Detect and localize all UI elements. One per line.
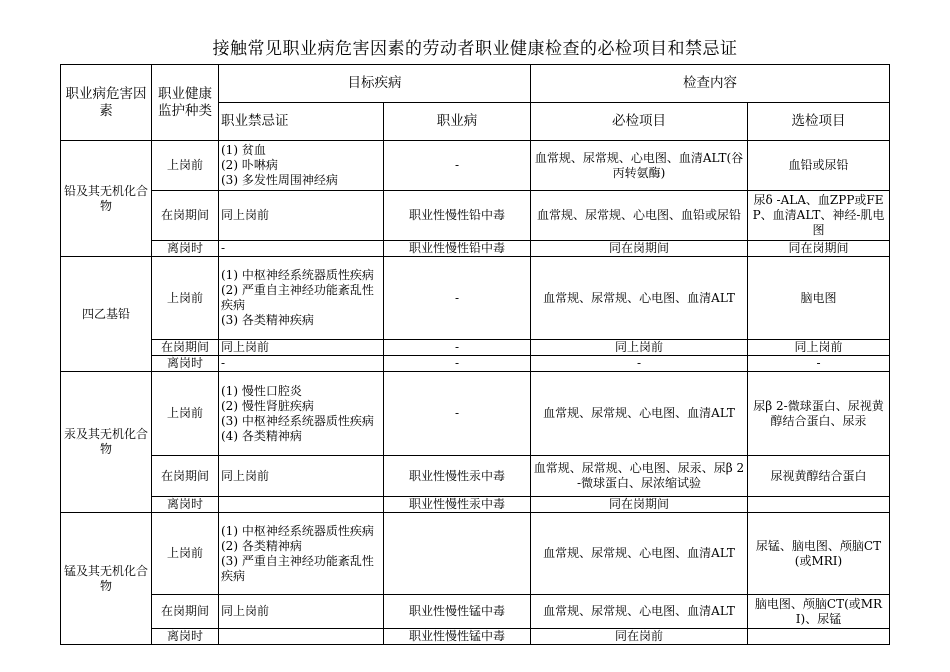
header-exam-content: 检查内容 xyxy=(531,65,890,103)
stage-cell: 上岗前 xyxy=(152,141,219,191)
required-cell: 血常规、尿常规、心电图、血清ALT xyxy=(531,257,748,340)
stage-cell: 离岗时 xyxy=(152,629,219,645)
table-row xyxy=(61,191,890,241)
required-cell: - xyxy=(531,356,748,372)
optional-cell: 尿视黄醇结合蛋白 xyxy=(748,456,890,497)
table-row xyxy=(61,241,890,257)
contraindication-cell: 同上岗前 xyxy=(219,456,384,497)
contraindication-cell xyxy=(219,629,384,645)
optional-cell: 尿β 2-微球蛋白、尿视黄醇结合蛋白、尿汞 xyxy=(748,372,890,456)
table-row xyxy=(61,629,890,645)
contraindication-cell xyxy=(219,513,384,595)
contraindication-line: (3) 中枢神经系统器质性疾病 xyxy=(221,413,374,428)
header-factor: 职业病危害因素 xyxy=(61,65,152,141)
disease-cell: - xyxy=(384,340,531,356)
disease-cell: - xyxy=(384,257,531,340)
disease-cell: 职业性慢性铅中毒 xyxy=(384,191,531,241)
required-cell: 血常规、尿常规、心电图、血清ALT xyxy=(531,513,748,595)
table-row xyxy=(61,141,890,191)
required-cell: 同在岗前 xyxy=(531,629,748,645)
contraindication-cell: 同上岗前 xyxy=(219,191,384,241)
required-cell: 血常规、尿常规、心电图、血清ALT(谷丙转氨酶) xyxy=(531,141,748,191)
factor-cell: 汞及其无机化合物 xyxy=(61,372,152,513)
disease-cell xyxy=(384,513,531,595)
disease-cell: - xyxy=(384,141,531,191)
contraindication-line: (2) 各类精神病 xyxy=(221,538,302,553)
required-cell: 血常规、尿常规、心电图、血清ALT xyxy=(531,595,748,629)
contraindication-cell xyxy=(219,497,384,513)
optional-cell: - xyxy=(748,356,890,372)
table-row xyxy=(61,497,890,513)
table-row xyxy=(61,356,890,372)
contraindication-line: (3) 多发性周围神经病 xyxy=(221,173,338,187)
required-cell: 同上岗前 xyxy=(531,340,748,356)
optional-cell: 同在岗期间 xyxy=(748,241,890,257)
optional-cell: 脑电图 xyxy=(748,257,890,340)
disease-cell: - xyxy=(384,372,531,456)
table-row xyxy=(61,372,890,456)
contraindication-cell xyxy=(219,141,384,191)
contraindication-cell xyxy=(219,372,384,456)
disease-cell: 职业性慢性汞中毒 xyxy=(384,497,531,513)
required-cell: 同在岗期间 xyxy=(531,241,748,257)
contraindication-line: (1) 中枢神经系统器质性疾病 xyxy=(221,268,374,282)
optional-cell: 同上岗前 xyxy=(748,340,890,356)
optional-cell: 尿锰、脑电图、颅脑CT(或MRI) xyxy=(748,513,890,595)
table-row xyxy=(61,513,890,595)
header-target-disease: 目标疾病 xyxy=(219,65,531,103)
stage-cell: 离岗时 xyxy=(152,241,219,257)
disease-cell: 职业性慢性汞中毒 xyxy=(384,456,531,497)
contraindication-line: (2) 慢性肾脏疾病 xyxy=(221,398,314,413)
required-cell: 血常规、尿常规、心电图、血铅或尿铅 xyxy=(531,191,748,241)
disease-cell: 职业性慢性铅中毒 xyxy=(384,241,531,257)
stage-cell: 在岗期间 xyxy=(152,595,219,629)
stage-cell: 在岗期间 xyxy=(152,456,219,497)
disease-cell: 职业性慢性锰中毒 xyxy=(384,595,531,629)
exam-table xyxy=(60,64,890,645)
stage-cell: 在岗期间 xyxy=(152,340,219,356)
contraindication-line: (3) 严重自主神经功能紊乱性疾病 xyxy=(221,553,374,583)
contraindication-line: (4) 各类精神病 xyxy=(221,428,302,443)
contraindication-cell: - xyxy=(219,356,384,372)
factor-cell: 铅及其无机化合物 xyxy=(61,141,152,257)
contraindication-line: (1) 慢性口腔炎 xyxy=(221,383,302,398)
stage-cell: 上岗前 xyxy=(152,257,219,340)
contraindication-line: (2) 卟啉病 xyxy=(221,158,278,172)
required-cell: 血常规、尿常规、心电图、血清ALT xyxy=(531,372,748,456)
factor-cell: 四乙基铅 xyxy=(61,257,152,372)
header-required-items: 必检项目 xyxy=(531,103,748,141)
optional-cell xyxy=(748,497,890,513)
disease-cell: - xyxy=(384,356,531,372)
optional-cell: 脑电图、颅脑CT(或MRI)、尿锰 xyxy=(748,595,890,629)
contraindication-cell xyxy=(219,257,384,340)
contraindication-cell: - xyxy=(219,241,384,257)
stage-cell: 离岗时 xyxy=(152,356,219,372)
table-row xyxy=(61,456,890,497)
factor-cell: 锰及其无机化合物 xyxy=(61,513,152,645)
optional-cell xyxy=(748,629,890,645)
header-occupational-disease: 职业病 xyxy=(384,103,531,141)
header-optional-items: 选检项目 xyxy=(748,103,890,141)
table-row xyxy=(61,340,890,356)
contraindication-cell: 同上岗前 xyxy=(219,595,384,629)
contraindication-line: (1) 中枢神经系统器质性疾病 xyxy=(221,523,374,538)
disease-cell: 职业性慢性锰中毒 xyxy=(384,629,531,645)
table-row xyxy=(61,595,890,629)
optional-cell: 血铅或尿铅 xyxy=(748,141,890,191)
page-title: 接触常见职业病危害因素的劳动者职业健康检查的必检项目和禁忌证 xyxy=(212,39,738,59)
stage-cell: 离岗时 xyxy=(152,497,219,513)
stage-cell: 上岗前 xyxy=(152,513,219,595)
contraindication-line: (3) 各类精神疾病 xyxy=(221,313,314,327)
required-cell: 血常规、尿常规、心电图、尿汞、尿β 2-微球蛋白、尿浓缩试验 xyxy=(531,456,748,497)
contraindication-line: (1) 贫血 xyxy=(221,143,266,157)
stage-cell: 上岗前 xyxy=(152,372,219,456)
contraindication-line: (2) 严重自主神经功能紊乱性疾病 xyxy=(221,283,374,312)
table-row xyxy=(61,257,890,340)
header-stage: 职业健康监护种类 xyxy=(152,65,219,141)
stage-cell: 在岗期间 xyxy=(152,191,219,241)
optional-cell: 尿δ -ALA、血ZPP或FEP、血清ALT、神经-肌电图 xyxy=(748,191,890,241)
required-cell: 同在岗期间 xyxy=(531,497,748,513)
header-contraindication: 职业禁忌证 xyxy=(219,103,384,141)
contraindication-cell: 同上岗前 xyxy=(219,340,384,356)
